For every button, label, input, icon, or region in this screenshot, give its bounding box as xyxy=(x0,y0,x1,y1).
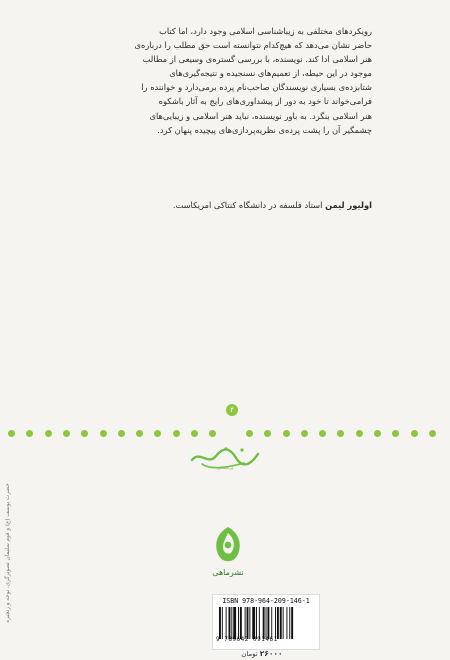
divider-dot xyxy=(374,430,381,437)
blurb-paragraph xyxy=(72,24,372,137)
divider-dot xyxy=(392,430,399,437)
blurb-line: حاضر نشان می‌دهد که هیچ‌کدام نتوانسته است حق مطلب را درباره‌ی xyxy=(134,40,372,51)
divider-dot xyxy=(173,430,180,437)
blurb-line: رویکردهای مختلفی به زیباشناسی اسلامی وجود دارد، اما کتاب xyxy=(159,26,372,36)
divider-dot xyxy=(26,430,33,437)
dotted-divider xyxy=(0,430,450,442)
barcode-bar xyxy=(240,607,242,639)
publisher-fish-logo xyxy=(212,525,244,565)
barcode-bar xyxy=(238,607,239,639)
blurb-line: چشمگیر آن را پشت پرده‌ی نظریه‌پردازی‌های پیچیده پنهان کرد. xyxy=(157,124,372,135)
side-credit xyxy=(2,450,14,655)
divider-dot xyxy=(100,430,107,437)
blurb-line: فرامی‌خواند تا خود به دور از پیشداوری‌های رایج به آثار باشکوه xyxy=(158,96,372,107)
divider-dot xyxy=(81,430,88,437)
barcode-bar xyxy=(252,607,255,639)
barcode-bar xyxy=(219,607,221,639)
blurb-line: هنر اسلامی ادا کند. نویسنده، با بررسی گستره‌ی وسیعی از مطالب xyxy=(142,54,372,65)
series-calligraphy-dot xyxy=(240,448,243,451)
author-description: استاد فلسفه در دانشگاه کنتاکی امریکاست. xyxy=(172,200,326,210)
barcode-bar xyxy=(289,607,290,639)
divider-dot xyxy=(154,430,161,437)
divider-dot xyxy=(283,430,290,437)
barcode-bar xyxy=(245,607,246,639)
barcode-bar xyxy=(271,607,272,639)
barcode-bar xyxy=(266,607,267,639)
barcode-bar xyxy=(277,607,279,639)
series-title: ورباستانی xyxy=(216,465,234,470)
isbn-label: ISBN 978-964-209-146-1 xyxy=(222,597,310,605)
author-name: اولیور لیمن xyxy=(325,200,372,210)
barcode-box xyxy=(212,594,320,650)
barcode-bar xyxy=(231,607,232,639)
price-unit: تومان xyxy=(241,650,258,658)
barcode-bar xyxy=(229,607,231,639)
divider-dot xyxy=(209,430,216,437)
barcode-bar xyxy=(291,607,293,639)
series-logo xyxy=(186,444,264,470)
divider-dot xyxy=(429,430,436,437)
divider-dot xyxy=(301,430,308,437)
price xyxy=(226,649,298,658)
barcode-bar xyxy=(280,607,282,639)
divider-dot xyxy=(118,430,125,437)
publisher-name: نشرماهی xyxy=(212,568,244,577)
side-credit-text: حضرت یوسف (ع) و قوم سلیمان تصویرگری، نوحه و زنجیره xyxy=(5,482,11,623)
divider-dot xyxy=(8,430,15,437)
barcode-bar xyxy=(263,607,265,639)
blurb-line: شتابزده‌ی بسیاری نویسندگان صاحب‌نام پرده برمی‌دارد و خواننده را xyxy=(141,82,372,93)
divider-dot xyxy=(337,430,344,437)
divider-dot xyxy=(63,430,70,437)
barcode-bar xyxy=(226,607,227,639)
barcode-bar xyxy=(247,607,249,639)
blurb-line: هنر اسلامی بنگرد. به باور نویسنده، نباید هنر اسلامی و زیبایی‌های xyxy=(149,110,372,121)
barcode-bar xyxy=(275,607,276,639)
barcode xyxy=(219,607,313,639)
barcode-bar xyxy=(233,607,236,639)
divider-dot xyxy=(411,430,418,437)
barcode-bar xyxy=(267,607,269,639)
blurb-line: موجود در این حیطه، از تعمیم‌های نسنجیده و نتیجه‌گیری‌های xyxy=(169,68,372,79)
barcode-bar xyxy=(286,607,287,639)
divider-dot xyxy=(356,430,363,437)
barcode-bar xyxy=(249,607,250,639)
barcode-bar xyxy=(283,607,284,639)
divider-dot xyxy=(136,430,143,437)
divider-dot xyxy=(319,430,326,437)
barcode-bar xyxy=(256,607,257,639)
divider-dot xyxy=(264,430,271,437)
series-calligraphy-stroke xyxy=(192,449,258,464)
divider-dot xyxy=(246,430,253,437)
barcode-bar xyxy=(222,607,223,639)
barcode-bar xyxy=(259,607,260,639)
volume-number-badge: ۴ xyxy=(226,404,238,416)
price-value: ۲۶۰۰۰ xyxy=(259,649,283,658)
divider-dot xyxy=(191,430,198,437)
author-bio xyxy=(90,199,372,211)
barcode-digits: 9 789642 091461 xyxy=(216,636,278,643)
series-calligraphy-dot xyxy=(224,447,227,450)
divider-dot xyxy=(45,430,52,437)
